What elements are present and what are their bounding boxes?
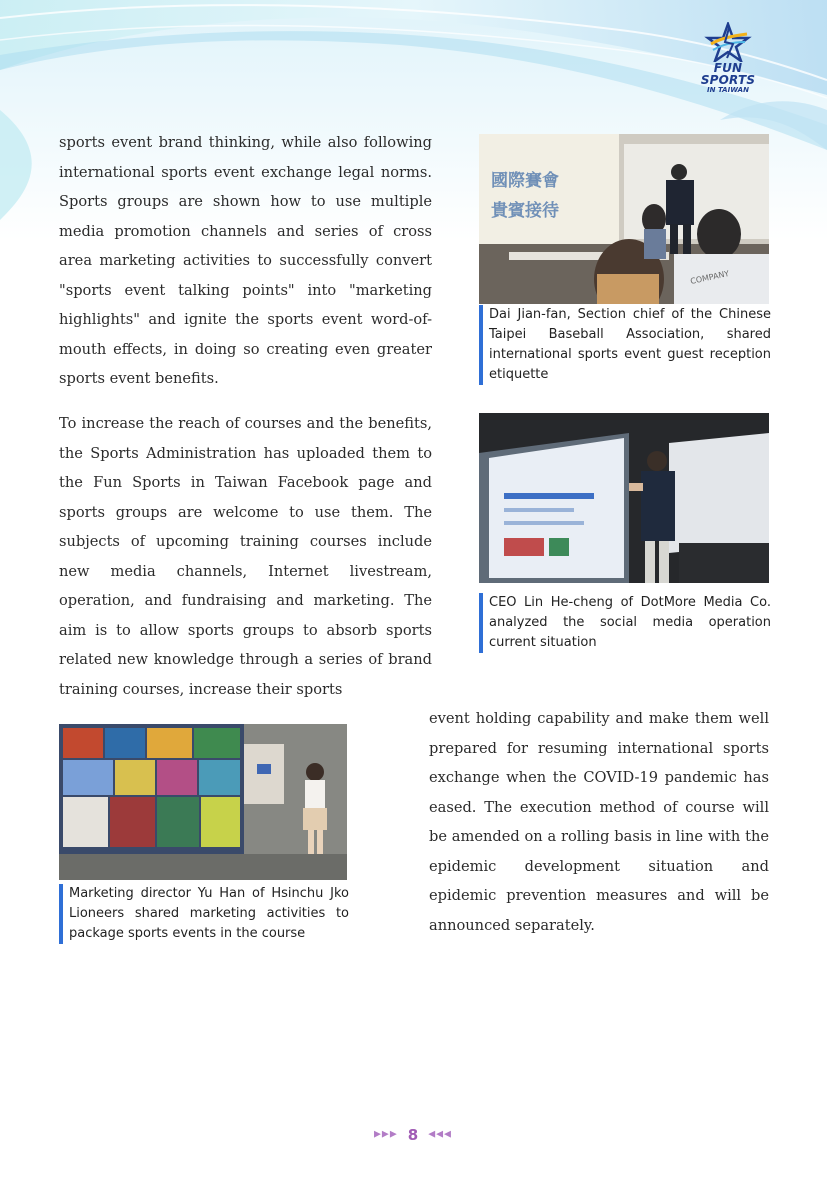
body-paragraph-3: event holding capability and make them well prepared for resuming international sports exchange when the COVID-19 pandemic has eased. The execution method of course will be amended on a rolling basis in line with the epidemic development situation and epidemic prevention measures and will be announced separately. — [429, 710, 769, 934]
body-paragraph-1: sports event brand thinking, while also following international sports event exchange legal norms. Sports groups are shown how to use multiple media promotion channels and series of cross area marketing activities to successfully convert "sports event talking points" into "marketing highlights" and ignite the sports event word-of-mouth effects, in doing so creating even greater sports event benefits. — [59, 134, 432, 387]
page-number: 8 — [407, 1125, 419, 1144]
screen-title-line-2: 貴賓接待 — [491, 201, 559, 221]
photo-caption-2: CEO Lin He-cheng of DotMore Media Co. analyzed the social media operation current situation — [479, 593, 771, 653]
photo-caption-3: Marketing director Yu Han of Hsinchu Jko Lioneers shared marketing activities to package sports events in the course — [59, 884, 349, 944]
right-arrows-icon: ◀◀◀ — [428, 1129, 452, 1140]
logo-title: FUN SPORTS — [700, 61, 756, 87]
logo-subtitle: IN TAIWAN — [707, 86, 749, 94]
photo-guest-reception-lecture — [479, 134, 769, 304]
page-number-footer — [355, 1124, 471, 1146]
screen-title-line-1: 國際賽會 — [491, 171, 559, 191]
fun-sports-logo — [686, 22, 770, 92]
left-arrows-icon: ▶▶▶ — [374, 1129, 398, 1140]
shirt-text: COMPANY — [689, 268, 731, 286]
fun-sports-emblem-icon — [703, 22, 753, 62]
photo-marketing-lecture — [59, 724, 347, 880]
photo-social-media-lecture — [479, 413, 769, 583]
body-paragraph-2: To increase the reach of courses and the benefits, the Sports Administration has uploaded them to the Fun Sports in Taiwan Facebook page and sports groups are welcome to use them. The subjects of upcoming training courses include new media channels, Internet livestream, operation, and fundraising and marketing. The aim is to allow sports groups to absorb sports related new knowledge through a series of brand training courses, increase their sports — [59, 415, 432, 698]
photo-caption-1: Dai Jian-fan, Section chief of the Chinese Taipei Baseball Association, shared international sports event guest reception etiquette — [479, 305, 771, 385]
